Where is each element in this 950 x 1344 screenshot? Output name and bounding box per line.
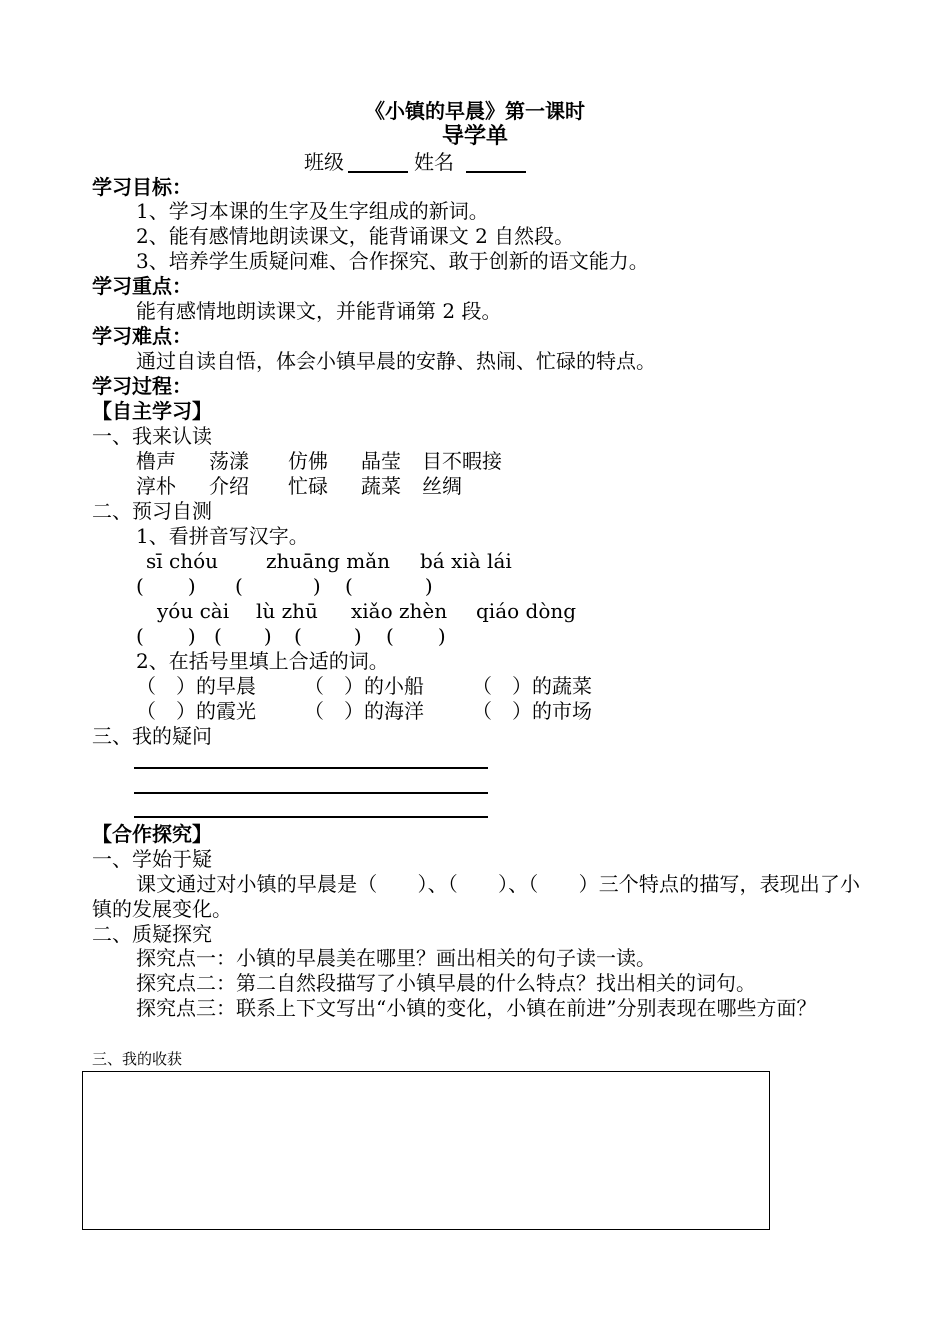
answer-bracket: ( ) — [235, 574, 321, 598]
cooperate-heading: 【合作探究】 — [92, 822, 212, 846]
fill-item: （ ）的小船 — [304, 674, 424, 698]
doubt-title: 一、学始于疑 — [92, 847, 212, 871]
class-label: 班级 — [304, 150, 344, 174]
writing-line — [134, 792, 488, 794]
goal-item: 1、学习本课的生字及生字组成的新词。 — [136, 199, 489, 223]
word-item: 淳朴 — [136, 474, 176, 498]
answer-bracket: ( ) — [136, 574, 196, 598]
questions-title: 三、我的疑问 — [92, 724, 212, 748]
inquiry-point: 探究点一：小镇的早晨美在哪里？画出相关的句子读一读。 — [136, 946, 656, 970]
fill-question: 2、在括号里填上合适的词。 — [136, 649, 389, 673]
page-title: 《小镇的早晨》第一课时 — [365, 99, 585, 123]
inquiry-point: 探究点三：联系上下文写出“小镇的变化，小镇在前进”分别表现在哪些方面？ — [136, 996, 817, 1020]
focus-text: 能有感情地朗读课文，并能背诵第 2 段。 — [136, 299, 502, 323]
difficulty-heading: 学习难点： — [92, 324, 192, 348]
inquiry-point: 探究点二：第二自然段描写了小镇早晨的什么特点？找出相关的词句。 — [136, 971, 756, 995]
answer-bracket: ( ) — [214, 624, 272, 648]
word-item: 荡漾 — [209, 449, 249, 473]
word-item: 目不暇接 — [422, 449, 502, 473]
word-item: 仿佛 — [288, 449, 328, 473]
doubt-text: 课文通过对小镇的早晨是（ ）、（ ）、（ ）三个特点的描写，表现出了小镇的发展变化。 — [92, 872, 860, 921]
answer-bracket: ( ) — [294, 624, 362, 648]
word-item: 橹声 — [136, 449, 176, 473]
answer-bracket: ( ) — [136, 624, 196, 648]
class-blank-line — [348, 171, 408, 173]
name-blank-line — [466, 171, 526, 173]
harvest-box — [82, 1071, 770, 1230]
pinyin-item: zhuāng mǎn — [266, 549, 391, 573]
fill-item: （ ）的海洋 — [304, 699, 424, 723]
goal-item: 3、培养学生质疑问难、合作探究、敢于创新的语文能力。 — [136, 249, 649, 273]
fill-item: （ ）的早晨 — [136, 674, 256, 698]
page-subtitle: 导学单 — [441, 123, 508, 149]
self-study-heading: 【自主学习】 — [92, 399, 212, 423]
process-heading: 学习过程： — [92, 374, 192, 398]
fill-item: （ ）的市场 — [472, 699, 592, 723]
inquiry-title: 二、质疑探究 — [92, 922, 212, 946]
word-item: 晶莹 — [361, 449, 401, 473]
answer-bracket: ( ) — [386, 624, 446, 648]
harvest-title: 三、我的收获 — [92, 1050, 183, 1068]
pinyin-question: 1、看拼音写汉字。 — [136, 524, 309, 548]
name-label: 姓名 — [414, 150, 454, 174]
word-item: 丝绸 — [422, 474, 462, 498]
writing-line — [134, 767, 488, 769]
pinyin-item: xiǎo zhèn — [351, 599, 448, 623]
fill-item: （ ）的蔬菜 — [472, 674, 592, 698]
word-item: 介绍 — [209, 474, 249, 498]
focus-heading: 学习重点： — [92, 274, 192, 298]
pinyin-item: qiáo dòng — [476, 599, 577, 623]
goals-heading: 学习目标： — [92, 175, 192, 199]
word-item: 忙碌 — [288, 474, 328, 498]
pinyin-item: yóu cài — [157, 599, 230, 623]
pretest-title: 二、预习自测 — [92, 499, 212, 523]
reading-title: 一、我来认读 — [92, 424, 212, 448]
difficulty-text: 通过自读自悟，体会小镇早晨的安静、热闹、忙碌的特点。 — [136, 349, 656, 373]
pinyin-item: sī chóu — [146, 549, 219, 573]
answer-bracket: ( ) — [345, 574, 433, 598]
word-item: 蔬菜 — [361, 474, 401, 498]
pinyin-item: lù zhū — [256, 599, 318, 623]
goal-item: 2、能有感情地朗读课文，能背诵课文 2 自然段。 — [136, 224, 575, 248]
writing-line — [134, 816, 488, 818]
pinyin-item: bá xià lái — [420, 549, 512, 573]
fill-item: （ ）的霞光 — [136, 699, 256, 723]
